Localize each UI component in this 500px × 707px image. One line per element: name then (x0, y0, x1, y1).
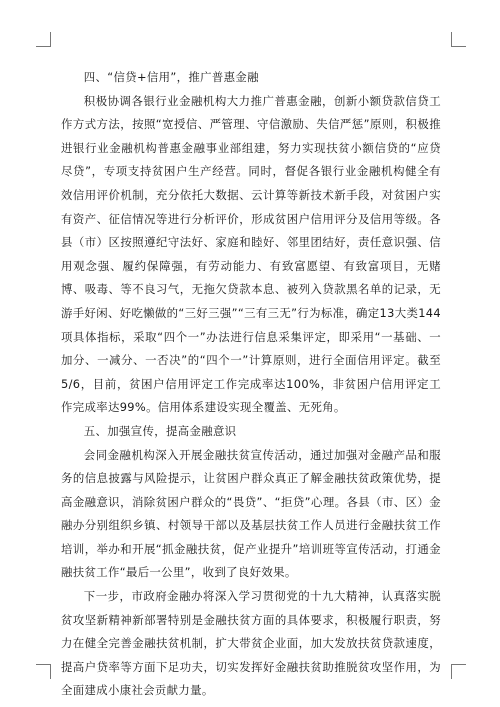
crop-mark-bottom-left (36, 664, 51, 679)
document-body (61, 66, 441, 703)
crop-mark-bottom-right (451, 664, 466, 679)
section-4-heading: 四、“信贷+信用”，推广普惠金融 (83, 70, 259, 84)
next-steps-paragraph: 下一步，市政府金融办将深入学习贯彻党的十九大精神，认真落实脱贫攻坚新精神新部署特别是金融扶贫方面的具体要求，积极履行职责，努力在健全完善金融扶贫机制，扩大带贫企业面，加大发放扶贫贷款速度，提高户贷率等方面下足功夫，切实发挥好金融扶贫助推脱贫攻坚作用，为全面建成小康社会贡献力量。 (61, 589, 441, 698)
section-4-paragraph: 积极协调各银行业金融机构大力推广普惠金融，创新小额贷款信贷工作方式方法，按照“宽授信、严管理、守信激励、失信严惩”原则，积极推进银行业金融机构普惠金融事业部组建，努力实现扶贫小额信贷的“应贷尽贷”，专项支持贫困户生产经营。同时，督促各银行业金融机构健全有效信用评价机制，充分依托大数据、云计算等新技术新手段，对贫困户实有资产、征信情况等进行分析评价，形成贫困户信用评分及信用等级。各县（市）区按照遵纪守法好、家庭和睦好、邻里团结好，责任意识强、信用观念强、履约保障强，有劳动能力、有致富愿望、有致富项目，无赌博、吸毒、等不良习气，无拖欠贷款本息、被列入贷款黑名单的记录，无游手好闲、好吃懒做的“三好三强”“三有三无”行为标准，确定13大类144项具体指标，采取“四个一”办法进行信息采集评定，即采用“一基础、一加分、一减分、一否决”的“四个一”计算原则，进行全面信用评定。截至5/6，目前，贫困户信用评定工作完成率达100%，非贫困户信用评定工作完成率达99%。信用体系建设实现全覆盖、无死角。 (61, 93, 441, 415)
crop-mark-top-left (36, 32, 51, 47)
section-5-paragraph-1: 会同金融机构深入开展金融扶贫宣传活动，通过加强对金融产品和服务的信息披露与风险提示，让贫困户群众真正了解金融扶贫政策优势，提高金融意识，消除贫困户群众的“畏贷”、“拒贷”心理。各县（市、区）金融办分别组织乡镇、村领导干部以及基层扶贫工作人员进行金融扶贫工作培训，举办和开展“抓金融扶贫，促产业提升”培训班等宣传活动，打通金融扶贫工作“最后一公里”，收到了良好效果。 (61, 447, 441, 580)
section-5-heading: 五、加强宣传，提高金融意识 (83, 423, 237, 438)
crop-mark-top-right (451, 32, 466, 47)
